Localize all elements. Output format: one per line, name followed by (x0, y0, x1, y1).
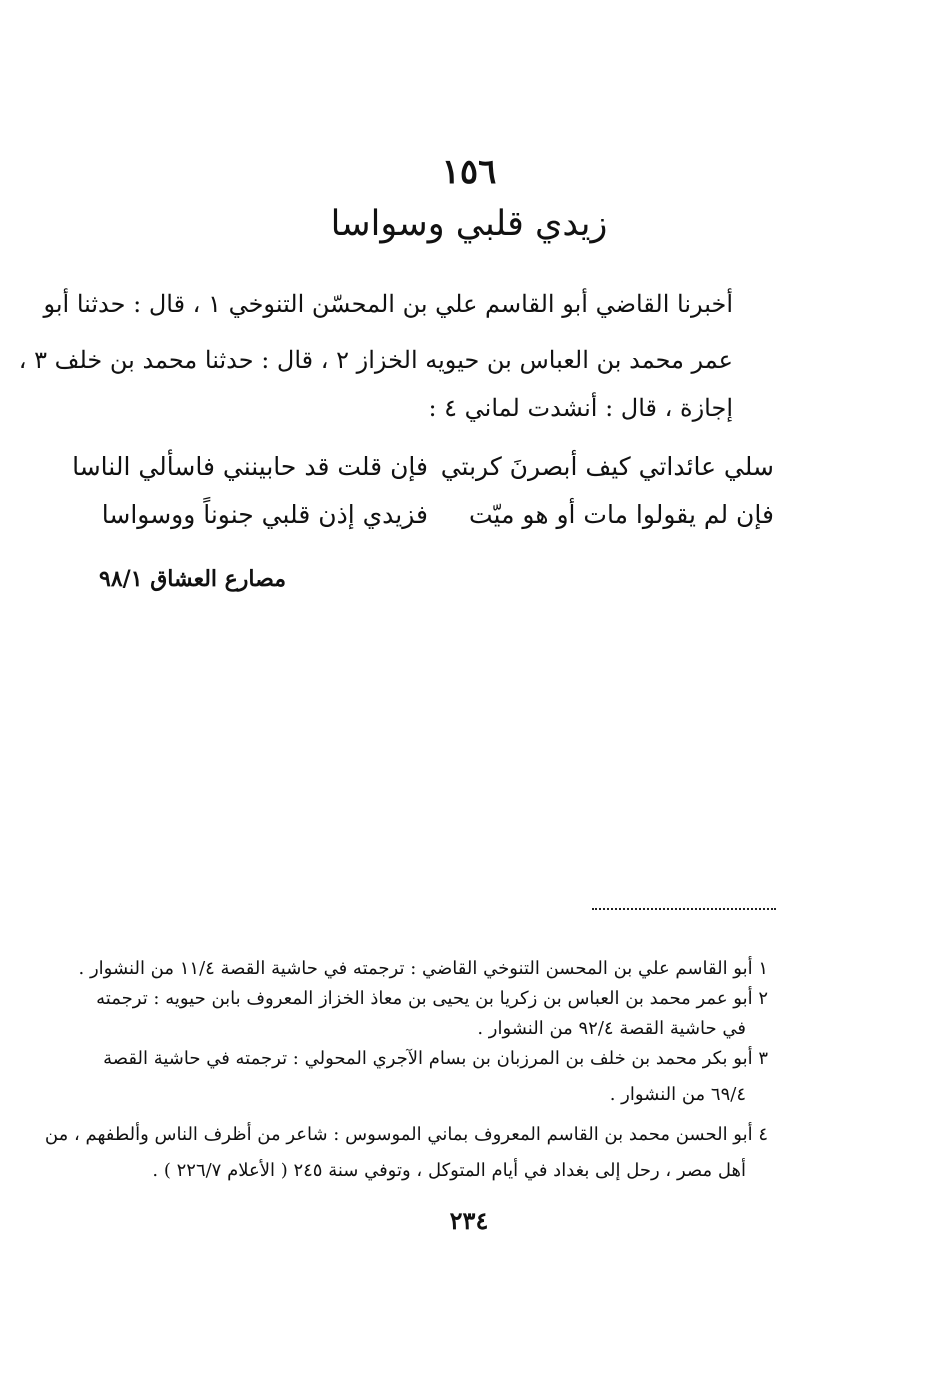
verse-2-first-hemistich: فإن لم يقولوا مات أو هو ميّت (468, 500, 774, 529)
verse-1-first-hemistich: سلي عائداتي كيف أبصرنَ كربتي (440, 452, 774, 481)
narration-line: أخبرنا القاضي أبو القاسم علي بن المحسّن التنوخي ١ ، قال : حدثنا أبو (43, 290, 733, 318)
verse-1-second-hemistich: فإن قلت قد حابينني فاسألي الناسا (72, 452, 428, 481)
footnote-line: ٢ أبو عمر محمد بن العباس بن زكريا بن يحيى بن معاذ الخزاز المعروف بابن حيويه : ترجمته (96, 988, 768, 1009)
narration-line: إجازة ، قال : أنشدت لماني ٤ : (428, 394, 733, 422)
narration-line: عمر محمد بن العباس بن حيويه الخزاز ٢ ، قال : حدثنا محمد بن خلف ٣ ، (18, 346, 733, 374)
page-number: ٢٣٤ (449, 1206, 489, 1235)
footnote-line: في حاشية القصة ٩٢/٤ من النشوار . (477, 1018, 746, 1039)
footnote-separator (592, 908, 776, 910)
source-reference: مصارع العشاق ٩٨/١ (99, 566, 286, 592)
footnote-line: أهل مصر ، رحل إلى بغداد في أيام المتوكل ، وتوفي سنة ٢٤٥ ( الأعلام ٢٢٦/٧ ) . (152, 1160, 746, 1181)
footnote-line: ١ أبو القاسم علي بن المحسن التنوخي القاضي : ترجمته في حاشية القصة ١١/٤ من النشوار . (78, 958, 768, 979)
verse-2-second-hemistich: فزيدي إذن قلبي جنوناً ووسواسا (101, 500, 428, 529)
story-number: ١٥٦ (441, 152, 497, 192)
story-title: زيدي قلبي وسواسا (330, 204, 608, 244)
footnote-line: ٤ أبو الحسن محمد بن القاسم المعروف بماني الموسوس : شاعر من أظرف الناس وألطفهم ، من (44, 1124, 768, 1145)
footnote-line: ٦٩/٤ من النشوار . (609, 1084, 746, 1105)
footnote-line: ٣ أبو بكر محمد بن خلف بن المرزبان بن بسام الآجري المحولي : ترجمته في حاشية القصة (103, 1048, 768, 1069)
